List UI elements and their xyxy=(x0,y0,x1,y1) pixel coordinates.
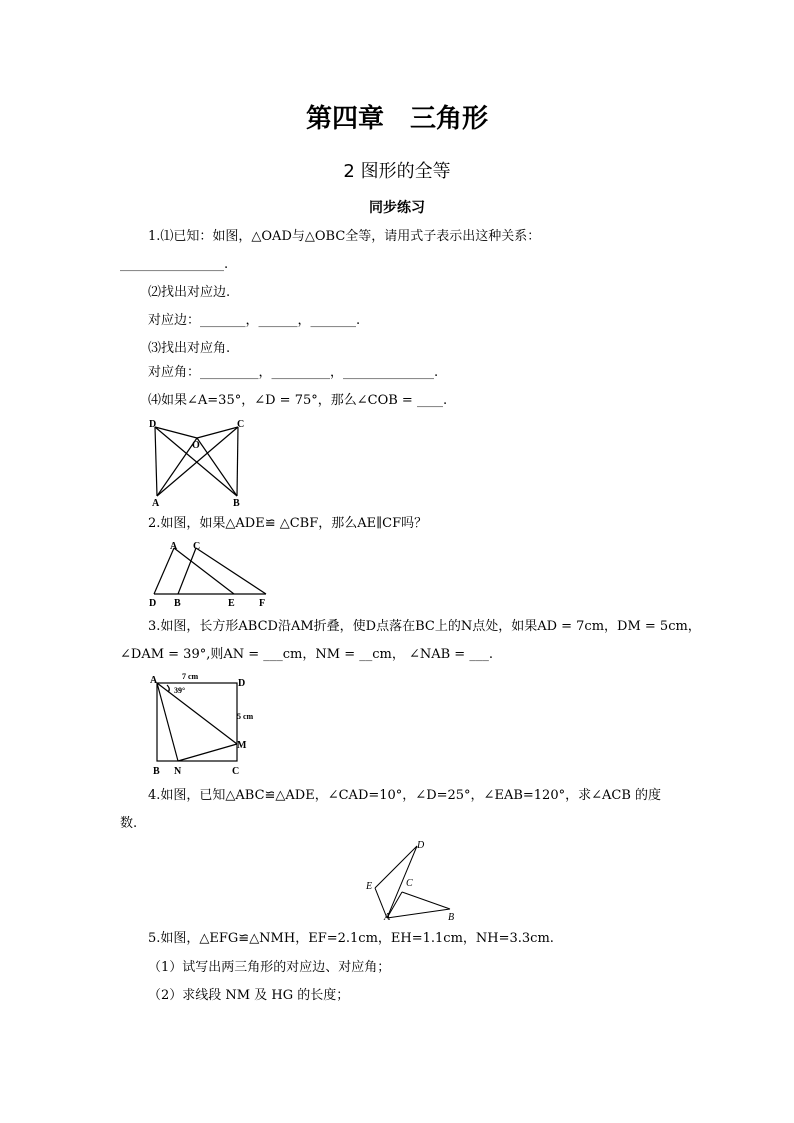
q5-line3: （2）求线段 NM 及 HG 的长度； xyxy=(148,988,350,1003)
q1-line7: ⑷如果∠A=35°，∠D = 75°，那么∠COB = ____. xyxy=(148,393,448,408)
q5-line1: 5.如图，△EFG≌△NMH，EF=2.1cm，EH=1.1cm，NH=3.3cm. xyxy=(148,931,554,946)
q4-label-c: C xyxy=(406,878,413,889)
q3-label-c: C xyxy=(232,766,240,777)
q1-line4: 对应边：_______，______，_______. xyxy=(148,313,361,328)
q1-label-a: A xyxy=(152,498,160,509)
section-title: 2 图形的全等 xyxy=(343,161,451,182)
q2-label-a: A xyxy=(170,541,178,552)
q1-line3: ⑵找出对应边. xyxy=(148,285,231,300)
q3-label-len-top: 7 cm xyxy=(182,672,199,681)
q3-label-n: N xyxy=(174,766,182,777)
q1-line5: ⑶找出对应角. xyxy=(148,341,231,356)
q3-label-a: A xyxy=(150,675,158,686)
q4-label-e: E xyxy=(366,881,373,892)
q3-line2: ∠DAM = 39°,则AN = ___cm，NM = __cm， ∠NAB = ___. xyxy=(120,647,493,662)
q1-line6: 对应角：_________，_________，______________. xyxy=(148,365,439,380)
q3-figure xyxy=(140,668,270,780)
q3-label-angle: 39° xyxy=(174,686,186,695)
q1-label-c: C xyxy=(237,419,245,430)
q2-label-b: B xyxy=(174,598,181,609)
q3-label-b: B xyxy=(153,766,160,777)
chapter-title: 第四章 三角形 xyxy=(305,104,488,134)
q3-line1: 3.如图，长方形ABCD沿AM折叠，使D点落在BC上的N点处，如果AD = 7cm，DM = 5cm， xyxy=(148,619,701,634)
q4-figure xyxy=(362,836,462,924)
q3-label-m: M xyxy=(237,740,247,751)
q2-line1: 2.如图，如果△ADE≌ △CBF，那么AE∥CF吗？ xyxy=(148,516,428,531)
q5-line2: （1）试写出两三角形的对应边、对应角； xyxy=(148,960,391,975)
q1-line2: ________________. xyxy=(120,257,229,272)
q1-line1: 1.⑴已知：如图，△OAD与△OBC全等，请用式子表示出这种关系： xyxy=(148,229,541,244)
q1-label-b: B xyxy=(233,498,240,509)
q1-figure xyxy=(140,414,260,510)
q2-label-d: D xyxy=(149,598,157,609)
q4-line1: 4.如图，已知△ABC≌△ADE，∠CAD=10°，∠D=25°，∠EAB=120°，求∠ACB 的度 xyxy=(148,788,661,803)
q2-label-e: E xyxy=(228,598,235,609)
q1-label-o: O xyxy=(192,440,200,451)
q2-label-c: C xyxy=(193,541,201,552)
q1-label-d: D xyxy=(149,419,157,430)
q3-label-len-side: 5 cm xyxy=(237,712,254,721)
q2-figure xyxy=(140,538,280,610)
q2-label-f: F xyxy=(259,598,266,609)
q4-label-a: A xyxy=(384,912,391,923)
q4-label-d: D xyxy=(417,840,425,851)
q4-label-b: B xyxy=(448,912,455,923)
q4-line2: 数. xyxy=(120,816,138,831)
subsection-title: 同步练习 xyxy=(369,200,425,216)
q3-label-d: D xyxy=(238,678,246,689)
